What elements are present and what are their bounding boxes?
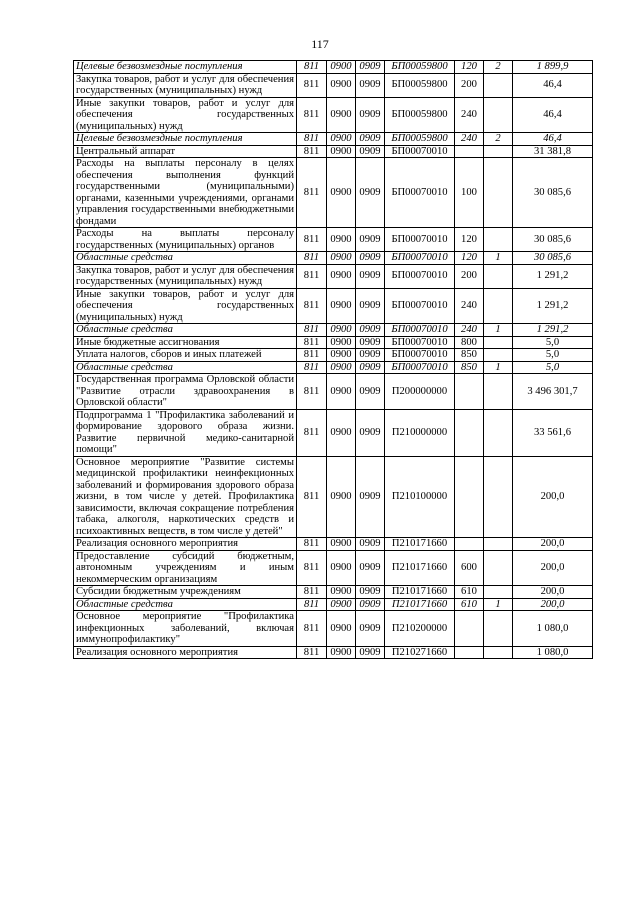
admin-code: 811 (297, 145, 327, 158)
subsection-code: 0909 (356, 145, 385, 158)
subsection-code: 0909 (356, 228, 385, 252)
admin-code: 811 (297, 361, 327, 374)
expense-type: 240 (455, 324, 484, 337)
section-code: 0900 (327, 550, 356, 586)
target-article: П210200000 (385, 611, 455, 647)
admin-code: 811 (297, 374, 327, 410)
expense-type: 120 (455, 252, 484, 265)
section-code: 0900 (327, 646, 356, 659)
row-name: Уплата налогов, сборов и иных платежей (74, 349, 297, 362)
table-row (74, 97, 593, 133)
expense-type: 850 (455, 361, 484, 374)
funding-source (484, 97, 513, 133)
section-code: 0900 (327, 73, 356, 97)
expense-type (455, 611, 484, 647)
table-row (74, 288, 593, 324)
target-article: БП00070010 (385, 252, 455, 265)
table-row (74, 336, 593, 349)
subsection-code: 0909 (356, 550, 385, 586)
section-code: 0900 (327, 228, 356, 252)
target-article: БП00070010 (385, 336, 455, 349)
funding-source (484, 336, 513, 349)
target-article: БП00059800 (385, 97, 455, 133)
table-row (74, 456, 593, 538)
section-code: 0900 (327, 336, 356, 349)
amount: 200,0 (513, 586, 593, 599)
amount: 46,4 (513, 133, 593, 146)
admin-code: 811 (297, 550, 327, 586)
expense-type: 240 (455, 133, 484, 146)
table-row (74, 145, 593, 158)
expense-type: 120 (455, 228, 484, 252)
amount: 46,4 (513, 97, 593, 133)
funding-source (484, 646, 513, 659)
admin-code: 811 (297, 586, 327, 599)
expense-type: 240 (455, 97, 484, 133)
funding-source (484, 586, 513, 599)
funding-source (484, 349, 513, 362)
target-article: П210171660 (385, 598, 455, 611)
target-article: П200000000 (385, 374, 455, 410)
admin-code: 811 (297, 349, 327, 362)
subsection-code: 0909 (356, 538, 385, 551)
row-name: Закупка товаров, работ и услуг для обеспечения государственных (муниципальных) нужд (74, 73, 297, 97)
expense-type: 600 (455, 550, 484, 586)
subsection-code: 0909 (356, 324, 385, 337)
amount: 200,0 (513, 550, 593, 586)
row-name: Центральный аппарат (74, 145, 297, 158)
target-article: БП00070010 (385, 361, 455, 374)
expense-type: 610 (455, 586, 484, 599)
section-code: 0900 (327, 61, 356, 74)
table-row (74, 598, 593, 611)
amount: 30 085,6 (513, 252, 593, 265)
subsection-code: 0909 (356, 598, 385, 611)
funding-source (484, 456, 513, 538)
admin-code: 811 (297, 73, 327, 97)
section-code: 0900 (327, 349, 356, 362)
target-article: БП00070010 (385, 145, 455, 158)
table-row (74, 264, 593, 288)
section-code: 0900 (327, 586, 356, 599)
funding-source (484, 409, 513, 456)
table-row (74, 409, 593, 456)
table-row (74, 349, 593, 362)
expense-type (455, 646, 484, 659)
funding-source: 1 (484, 361, 513, 374)
target-article: БП00070010 (385, 228, 455, 252)
section-code: 0900 (327, 598, 356, 611)
amount: 30 085,6 (513, 228, 593, 252)
funding-source (484, 228, 513, 252)
admin-code: 811 (297, 456, 327, 538)
table-row (74, 73, 593, 97)
expense-type: 240 (455, 288, 484, 324)
table-row (74, 133, 593, 146)
amount: 46,4 (513, 73, 593, 97)
admin-code: 811 (297, 538, 327, 551)
row-name: Иные закупки товаров, работ и услуг для обеспечения государственных (муниципальных) нужд (74, 288, 297, 324)
row-name: Иные бюджетные ассигнования (74, 336, 297, 349)
subsection-code: 0909 (356, 374, 385, 410)
target-article: БП00070010 (385, 264, 455, 288)
expense-type (455, 538, 484, 551)
subsection-code: 0909 (356, 349, 385, 362)
section-code: 0900 (327, 145, 356, 158)
funding-source (484, 550, 513, 586)
section-code: 0900 (327, 288, 356, 324)
admin-code: 811 (297, 97, 327, 133)
funding-source (484, 538, 513, 551)
row-name: Основное мероприятие "Профилактика инфекционных заболеваний, включая иммунопрофилактику" (74, 611, 297, 647)
budget-table (73, 60, 593, 659)
section-code: 0900 (327, 324, 356, 337)
target-article: БП00070010 (385, 158, 455, 228)
row-name: Реализация основного мероприятия (74, 646, 297, 659)
admin-code: 811 (297, 252, 327, 265)
table-row (74, 61, 593, 74)
funding-source: 1 (484, 252, 513, 265)
section-code: 0900 (327, 409, 356, 456)
table-row (74, 586, 593, 599)
subsection-code: 0909 (356, 97, 385, 133)
expense-type: 850 (455, 349, 484, 362)
amount: 200,0 (513, 456, 593, 538)
amount: 5,0 (513, 336, 593, 349)
table-row (74, 550, 593, 586)
subsection-code: 0909 (356, 456, 385, 538)
row-name: Реализация основного мероприятия (74, 538, 297, 551)
row-name: Основное мероприятие "Развитие системы медицинской профилактики неинфекционных заболеваний и формирования здорового образа жизни, в том числе у детей. Профилактика зависимости, включая сокращение потребления табака, алкоголя, наркотических средств и психоактивных веществ, в том числе у детей" (74, 456, 297, 538)
target-article: БП00070010 (385, 324, 455, 337)
section-code: 0900 (327, 97, 356, 133)
admin-code: 811 (297, 409, 327, 456)
funding-source (484, 288, 513, 324)
target-article: БП00059800 (385, 61, 455, 74)
section-code: 0900 (327, 611, 356, 647)
row-name: Государственная программа Орловской области "Развитие отрасли здравоохранения в Орловской области" (74, 374, 297, 410)
row-name: Областные средства (74, 324, 297, 337)
amount: 33 561,6 (513, 409, 593, 456)
page-number: 117 (311, 37, 329, 51)
funding-source (484, 158, 513, 228)
subsection-code: 0909 (356, 611, 385, 647)
target-article: П210000000 (385, 409, 455, 456)
section-code: 0900 (327, 252, 356, 265)
target-article: П210100000 (385, 456, 455, 538)
subsection-code: 0909 (356, 288, 385, 324)
target-article: П210171660 (385, 586, 455, 599)
expense-type (455, 374, 484, 410)
row-name: Иные закупки товаров, работ и услуг для обеспечения государственных (муниципальных) нужд (74, 97, 297, 133)
admin-code: 811 (297, 324, 327, 337)
amount: 1 291,2 (513, 288, 593, 324)
target-article: П210171660 (385, 538, 455, 551)
amount: 200,0 (513, 598, 593, 611)
funding-source (484, 611, 513, 647)
table-row (74, 252, 593, 265)
admin-code: 811 (297, 158, 327, 228)
admin-code: 811 (297, 598, 327, 611)
admin-code: 811 (297, 264, 327, 288)
admin-code: 811 (297, 288, 327, 324)
row-name: Субсидии бюджетным учреждениям (74, 586, 297, 599)
funding-source: 1 (484, 324, 513, 337)
expense-type: 100 (455, 158, 484, 228)
amount: 1 080,0 (513, 611, 593, 647)
admin-code: 811 (297, 133, 327, 146)
amount: 5,0 (513, 361, 593, 374)
row-name: Областные средства (74, 598, 297, 611)
section-code: 0900 (327, 538, 356, 551)
target-article: П210171660 (385, 550, 455, 586)
row-name: Областные средства (74, 361, 297, 374)
row-name: Целевые безвозмездные поступления (74, 61, 297, 74)
subsection-code: 0909 (356, 646, 385, 659)
expense-type: 610 (455, 598, 484, 611)
table-row (74, 646, 593, 659)
amount: 1 899,9 (513, 61, 593, 74)
subsection-code: 0909 (356, 158, 385, 228)
table-row (74, 158, 593, 228)
expense-type: 800 (455, 336, 484, 349)
amount: 200,0 (513, 538, 593, 551)
expense-type (455, 456, 484, 538)
amount: 5,0 (513, 349, 593, 362)
subsection-code: 0909 (356, 61, 385, 74)
funding-source (484, 145, 513, 158)
admin-code: 811 (297, 611, 327, 647)
amount: 3 496 301,7 (513, 374, 593, 410)
table-row (74, 538, 593, 551)
section-code: 0900 (327, 264, 356, 288)
section-code: 0900 (327, 158, 356, 228)
funding-source: 2 (484, 61, 513, 74)
subsection-code: 0909 (356, 252, 385, 265)
expense-type: 200 (455, 73, 484, 97)
subsection-code: 0909 (356, 73, 385, 97)
section-code: 0900 (327, 374, 356, 410)
target-article: БП00059800 (385, 73, 455, 97)
target-article: БП00070010 (385, 349, 455, 362)
funding-source: 2 (484, 133, 513, 146)
subsection-code: 0909 (356, 264, 385, 288)
funding-source (484, 374, 513, 410)
section-code: 0900 (327, 456, 356, 538)
target-article: БП00070010 (385, 288, 455, 324)
row-name: Закупка товаров, работ и услуг для обеспечения государственных (муниципальных) нужд (74, 264, 297, 288)
admin-code: 811 (297, 646, 327, 659)
target-article: БП00059800 (385, 133, 455, 146)
admin-code: 811 (297, 336, 327, 349)
amount: 1 291,2 (513, 264, 593, 288)
amount: 30 085,6 (513, 158, 593, 228)
subsection-code: 0909 (356, 409, 385, 456)
section-code: 0900 (327, 361, 356, 374)
subsection-code: 0909 (356, 133, 385, 146)
section-code: 0900 (327, 133, 356, 146)
expense-type (455, 409, 484, 456)
row-name: Предоставление субсидий бюджетным, автономным учреждениям и иным некоммерческим организациям (74, 550, 297, 586)
table-row (74, 374, 593, 410)
row-name: Областные средства (74, 252, 297, 265)
admin-code: 811 (297, 61, 327, 74)
amount: 1 291,2 (513, 324, 593, 337)
expense-type: 200 (455, 264, 484, 288)
table-row (74, 611, 593, 647)
admin-code: 811 (297, 228, 327, 252)
amount: 31 381,8 (513, 145, 593, 158)
row-name: Расходы на выплаты персоналу государственных (муниципальных) органов (74, 228, 297, 252)
funding-source: 1 (484, 598, 513, 611)
table-row (74, 361, 593, 374)
subsection-code: 0909 (356, 586, 385, 599)
row-name: Целевые безвозмездные поступления (74, 133, 297, 146)
expense-type: 120 (455, 61, 484, 74)
funding-source (484, 73, 513, 97)
target-article: П210271660 (385, 646, 455, 659)
row-name: Расходы на выплаты персоналу в целях обеспечения выполнения функций государственными (муниципальными) органами, казенными учреждениями, органами управления государственными внебюджетными фондами (74, 158, 297, 228)
table-row (74, 324, 593, 337)
amount: 1 080,0 (513, 646, 593, 659)
funding-source (484, 264, 513, 288)
table-row (74, 228, 593, 252)
expense-type (455, 145, 484, 158)
subsection-code: 0909 (356, 361, 385, 374)
subsection-code: 0909 (356, 336, 385, 349)
row-name: Подпрограмма 1 "Профилактика заболеваний и формирование здорового образа жизни. Развитие первичной медико-санитарной помощи" (74, 409, 297, 456)
